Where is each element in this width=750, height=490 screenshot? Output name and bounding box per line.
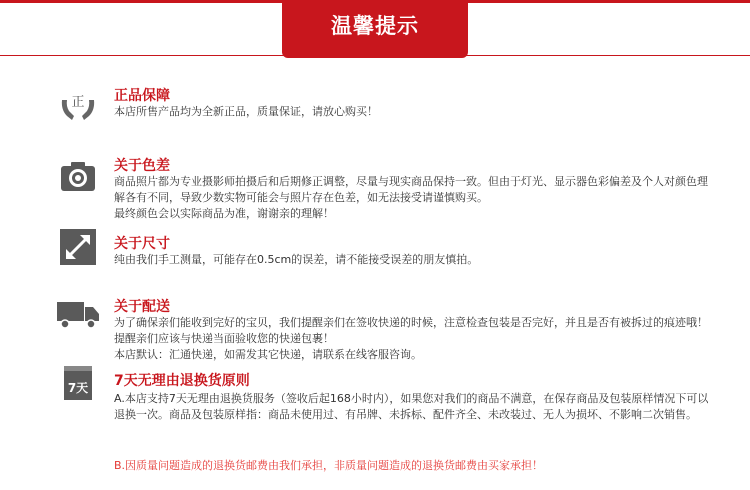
footer-note: B.因质量问题造成的退换货邮费由我们承担，非质量问题造成的退换货邮费由买家承担！	[114, 459, 544, 472]
calendar-icon-label: 7天	[67, 381, 89, 395]
section-body-genuine	[114, 104, 710, 120]
section-title-size: 关于尺寸	[114, 236, 170, 252]
section-text: 最终颜色会以实际商品为准，谢谢亲的理解！	[114, 207, 334, 220]
camera-icon	[58, 157, 98, 197]
section-text: 纯由我们手工测量，可能存在0.5cm的误差，请不能接受误差的朋友慎拍。	[114, 253, 479, 266]
section-body-size	[114, 252, 710, 268]
page-title: 温馨提示	[282, 0, 468, 58]
seven-day-calendar-icon	[58, 363, 98, 403]
section-text: 为了确保亲们能收到完好的宝贝，我们提醒亲们在签收快递的时候，注意检查包装是否完好，并且是否有被拆过的痕迹哦！提醒亲们应该与快递当面验收您的快递包裹！	[114, 316, 708, 345]
section-text: 本店默认：汇通快递，如需发其它快递，请联系在线客服咨询。	[114, 348, 422, 361]
section-text: 商品照片都为专业摄影师拍摄后和后期修正调整，尽量与现实商品保持一致。但由于灯光、显示器色彩偏差及个人对颜色理解各有不同，导致少数实物可能会与照片存在色差，如无法接受请谨慎购买。	[114, 175, 708, 204]
section-text: 本店所售产品均为全新正品，质量保证，请放心购买！	[114, 105, 378, 118]
section-body-shipping	[114, 315, 710, 363]
svg-text:正: 正	[71, 95, 85, 110]
header-banner	[0, 0, 750, 58]
resize-arrow-icon	[58, 227, 98, 267]
section-body-return	[114, 391, 710, 423]
section-body-color	[114, 174, 710, 222]
hands-genuine-icon	[58, 86, 98, 126]
section-text: A.本店支持7天无理由退换货服务（签收后起168小时内），如果您对我们的商品不满意，在保存商品及包装原样情况下可以退换一次。商品及包装原样指：商品未使用过、有吊牌、未拆标、配件齐全、未改装过、无人为损坏、不影响二次销售。	[114, 392, 709, 421]
section-title-shipping: 关于配送	[114, 299, 170, 315]
section-title-genuine: 正品保障	[114, 88, 170, 104]
delivery-truck-icon	[56, 293, 100, 333]
section-title-return: 7天无理由退换货原则	[114, 373, 250, 389]
section-title-color: 关于色差	[114, 158, 170, 174]
